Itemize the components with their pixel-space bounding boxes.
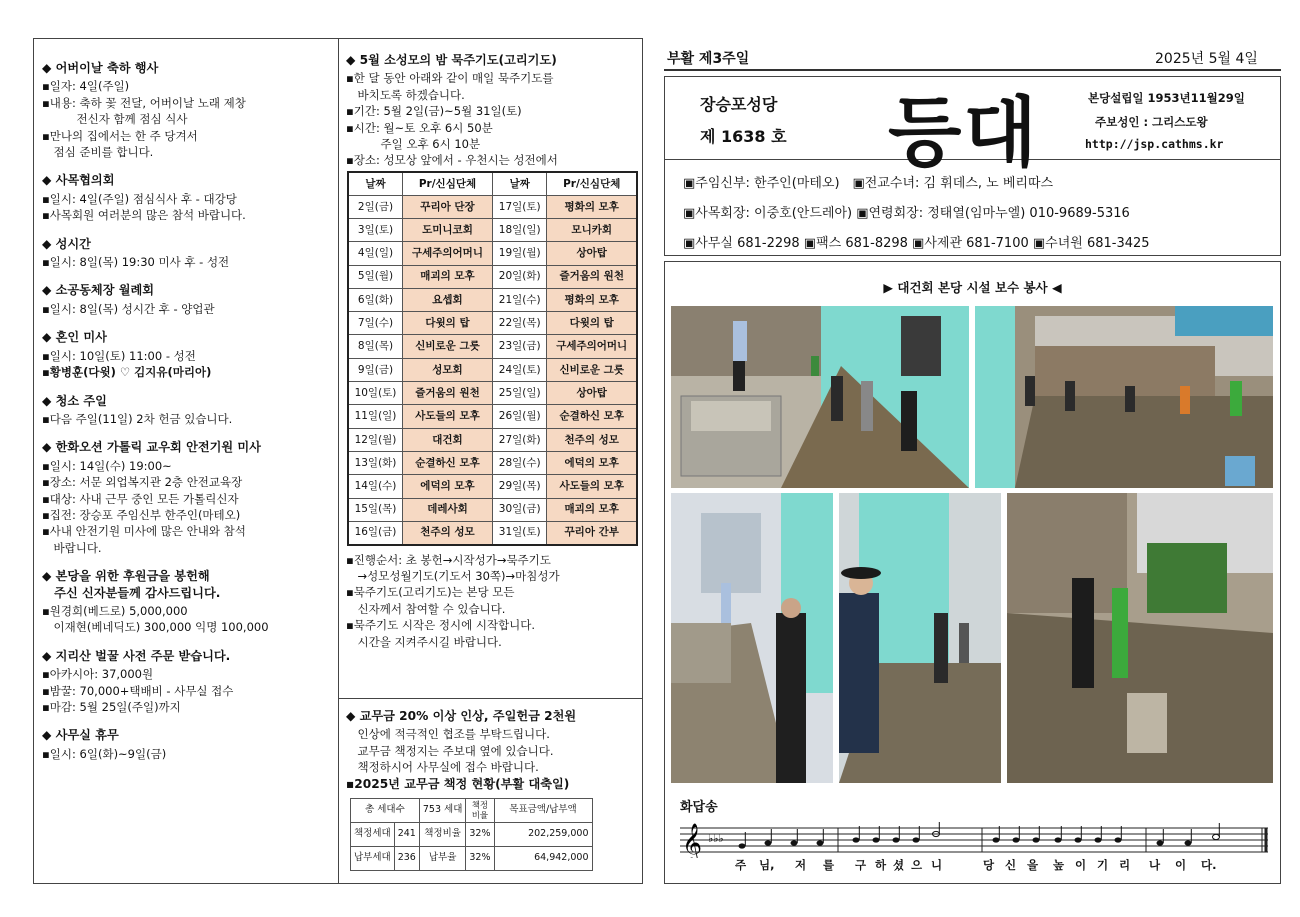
cell: 32% bbox=[466, 847, 494, 871]
tithe-subtitle: ▪2025년 교무금 책정 현황(부활 대축일) bbox=[346, 776, 570, 791]
line: 전신자 함께 점심 식사 bbox=[42, 112, 188, 127]
parish-name: 장승포성당 bbox=[700, 95, 778, 114]
schedule-date: 14일(수) bbox=[348, 475, 402, 498]
schedule-row bbox=[348, 428, 637, 451]
schedule-group: 매괴의 모후 bbox=[547, 498, 637, 521]
cell: 32% bbox=[466, 823, 494, 847]
section-wedding-mass bbox=[42, 329, 332, 380]
section-cleaning-sunday bbox=[42, 393, 332, 428]
music-note bbox=[1033, 837, 1040, 842]
schedule-date: 15일(목) bbox=[348, 498, 402, 521]
schedule-group: 즐거움의 원천 bbox=[402, 382, 492, 405]
schedule-group: 평화의 모후 bbox=[547, 288, 637, 311]
schedule-date: 9일(금) bbox=[348, 358, 402, 381]
section-honey-order bbox=[42, 648, 332, 716]
schedule-date: 18일(일) bbox=[492, 218, 546, 241]
cell: 책정세대 bbox=[351, 823, 395, 847]
line: ▪일시: 10일(토) 11:00 - 성전 bbox=[42, 348, 196, 363]
schedule-date: 20일(화) bbox=[492, 265, 546, 288]
liturgical-week: 부활 제3주일 bbox=[667, 51, 750, 67]
schedule-group: 즐거움의 원천 bbox=[547, 265, 637, 288]
schedule-date: 12일(월) bbox=[348, 428, 402, 451]
schedule-row bbox=[348, 475, 637, 498]
schedule-group: 순결하신 모후 bbox=[547, 405, 637, 428]
cell: 202,259,000 bbox=[494, 823, 592, 847]
schedule-row bbox=[348, 218, 637, 241]
schedule-date: 21일(수) bbox=[492, 288, 546, 311]
line: 점심 준비를 합니다. bbox=[42, 145, 154, 160]
header-group: Pr/신심단체 bbox=[402, 172, 492, 195]
music-note bbox=[853, 837, 860, 842]
music-note bbox=[893, 837, 900, 842]
schedule-date: 19일(월) bbox=[492, 242, 546, 265]
schedule-group: 천주의 성모 bbox=[547, 428, 637, 451]
line: ▪만나의 집에서는 한 주 당겨서 bbox=[42, 128, 198, 143]
music-note bbox=[1185, 840, 1192, 845]
music-note bbox=[1213, 834, 1220, 839]
staff-line: ▣사목회장: 이중호(안드레아) ▣연령회장: 정태열(임마누엘) 010-9689-5316 bbox=[683, 206, 1130, 221]
line: →성모성월기도(기도서 30쪽)→마침성가 bbox=[346, 569, 560, 583]
line: ▪내용: 축하 꽃 전달, 어버이날 노래 제창 bbox=[42, 95, 246, 110]
music-note bbox=[993, 837, 1000, 842]
schedule-group: 사도들의 모후 bbox=[547, 475, 637, 498]
volunteer-photo-1 bbox=[671, 306, 969, 488]
lyric-syllable: 기 bbox=[1097, 858, 1109, 872]
section-office-closed bbox=[42, 727, 332, 762]
cell: 납부율 bbox=[419, 847, 466, 871]
schedule-row bbox=[348, 382, 637, 405]
schedule-group: 데레사회 bbox=[402, 498, 492, 521]
cell: 목표금액/납부액 bbox=[494, 799, 592, 823]
line: ▪마감: 5월 25일(주일)까지 bbox=[42, 700, 181, 714]
schedule-group: 에덕의 모후 bbox=[402, 475, 492, 498]
schedule-group: 모니카회 bbox=[547, 218, 637, 241]
schedule-group: 꾸리아 단장 bbox=[402, 195, 492, 218]
lyric-syllable: 구 bbox=[855, 858, 867, 872]
lyric-syllable: 다. bbox=[1201, 858, 1217, 872]
schedule-date: 31일(토) bbox=[492, 521, 546, 544]
lyric-syllable: 높 bbox=[1053, 858, 1065, 872]
line: ▪아카시아: 37,000원 bbox=[42, 667, 154, 682]
staff-line: ▣주임신부: 한주인(마테오) ▣전교수녀: 김 휘데스, 노 베리따스 bbox=[683, 176, 1054, 191]
section-title: 주신 신자분들께 감사드립니다. bbox=[42, 585, 221, 600]
schedule-date: 24일(토) bbox=[492, 358, 546, 381]
schedule-group: 신비로운 그릇 bbox=[402, 335, 492, 358]
lyric-syllable: 으 bbox=[911, 858, 923, 872]
volunteer-photo-3 bbox=[671, 493, 833, 783]
schedule-group: 순결하신 모후 bbox=[402, 451, 492, 474]
schedule-row bbox=[348, 451, 637, 474]
schedule-date: 5일(월) bbox=[348, 265, 402, 288]
svg-text:𝄞: 𝄞 bbox=[682, 823, 703, 858]
line: ▪일시: 4일(주일) 점심식사 후 - 대강당 bbox=[42, 191, 237, 206]
schedule-group: 성모회 bbox=[402, 358, 492, 381]
schedule-date: 28일(수) bbox=[492, 451, 546, 474]
announcements-column bbox=[42, 60, 332, 774]
music-note bbox=[1075, 837, 1082, 842]
section-title: ◆ 어버이날 축하 행사 bbox=[42, 61, 159, 75]
section-title: ◆ 본당을 위한 후원금을 봉헌해 bbox=[42, 569, 210, 584]
line: ▪묵주기도 시작은 정시에 시작합니다. bbox=[346, 618, 536, 633]
schedule-row bbox=[348, 288, 637, 311]
cell: 64,942,000 bbox=[494, 847, 592, 871]
bulletin-date: 2025년 5월 4일 bbox=[1155, 51, 1258, 67]
schedule-group: 사도들의 모후 bbox=[402, 405, 492, 428]
cell: 책정 비율 bbox=[466, 799, 494, 823]
line: ▪일시: 8일(목) 성시간 후 - 양업관 bbox=[42, 301, 215, 316]
section-title: ◆ 혼인 미사 bbox=[42, 330, 107, 345]
line: ▪장소: 서문 외업복지관 2층 안전교육장 bbox=[42, 475, 243, 490]
section-divider bbox=[338, 698, 643, 699]
header-date: 날짜 bbox=[492, 172, 546, 195]
schedule-group: 구세주의어머니 bbox=[402, 242, 492, 265]
tithe-table bbox=[350, 798, 593, 871]
schedule-row bbox=[348, 405, 637, 428]
line: ▪일자: 4일(주일) bbox=[42, 79, 130, 94]
line: 바치도록 하겠습니다. bbox=[346, 87, 465, 102]
schedule-date: 4일(일) bbox=[348, 242, 402, 265]
music-note bbox=[817, 840, 824, 845]
schedule-group: 꾸리아 간부 bbox=[547, 521, 637, 544]
music-note bbox=[873, 837, 880, 842]
cell: 총 세대수 bbox=[351, 799, 420, 823]
schedule-group: 신비로운 그릇 bbox=[547, 358, 637, 381]
schedule-date: 22일(목) bbox=[492, 312, 546, 335]
rosary-title: ◆ 5월 소성모의 밤 묵주기도(고리기도) bbox=[346, 53, 557, 67]
cell: 책정비율 bbox=[419, 823, 466, 847]
music-note bbox=[1013, 837, 1020, 842]
line: ▪묵주기도(고리기도)는 본당 모든 bbox=[346, 585, 515, 600]
section-safety-mass bbox=[42, 439, 332, 556]
line: 교무금 책정지는 주보대 옆에 있습니다. bbox=[346, 743, 554, 758]
line: ▪시간: 월~토 오후 6시 50분 bbox=[346, 120, 493, 135]
lyric-syllable: 하 bbox=[875, 858, 887, 872]
line: ▪일시: 6일(화)~9일(금) bbox=[42, 746, 167, 761]
schedule-group: 다윗의 탑 bbox=[402, 312, 492, 335]
tithe-title: ◆ 교무금 20% 이상 인상, 주일헌금 2천원 bbox=[346, 709, 577, 723]
schedule-date: 27일(화) bbox=[492, 428, 546, 451]
schedule-date: 25일(일) bbox=[492, 382, 546, 405]
issue-number: 제 1638 호 bbox=[700, 127, 787, 146]
lyric-syllable: 저 bbox=[795, 858, 807, 872]
line: 이재현(베네딕도) 300,000 익명 100,000 bbox=[42, 620, 269, 635]
schedule-group: 요셉회 bbox=[402, 288, 492, 311]
section-parents-day bbox=[42, 60, 332, 160]
lyric-syllable: 리 bbox=[1119, 858, 1131, 872]
section-title: ◆ 한화오션 가톨릭 교우회 안전기원 미사 bbox=[42, 440, 261, 455]
line: ▪황병훈(다윗) ♡ 김지유(마리아) bbox=[42, 365, 212, 380]
line: ▪집전: 장승포 주임신부 한주인(마테오) bbox=[42, 507, 241, 522]
lyric-syllable: 주 bbox=[735, 858, 747, 872]
schedule-row bbox=[348, 335, 637, 358]
schedule-row bbox=[348, 242, 637, 265]
staff-info bbox=[664, 160, 1281, 256]
line: ▪기간: 5월 2일(금)~5월 31일(토) bbox=[346, 104, 522, 119]
section-community-meeting bbox=[42, 282, 332, 317]
cell: 납부세대 bbox=[351, 847, 395, 871]
staff-line: ▣사무실 681-2298 ▣팩스 681-8298 ▣사제관 681-7100 ▣수녀원 681-3425 bbox=[683, 236, 1150, 251]
line: ▪대상: 사내 근무 중인 모든 가톨릭신자 bbox=[42, 491, 239, 506]
music-note bbox=[913, 837, 920, 842]
schedule-date: 29일(목) bbox=[492, 475, 546, 498]
lyric-syllable: 이 bbox=[1075, 858, 1087, 872]
schedule-group: 구세주의어머니 bbox=[547, 335, 637, 358]
schedule-group: 상아탑 bbox=[547, 242, 637, 265]
header-rule bbox=[664, 69, 1281, 71]
cell: 236 bbox=[394, 847, 419, 871]
lyric-syllable: 이 bbox=[1175, 858, 1187, 872]
section-title: ◆ 성시간 bbox=[42, 236, 91, 251]
schedule-date: 16일(금) bbox=[348, 521, 402, 544]
section-title: ◆ 사무실 휴무 bbox=[42, 728, 119, 743]
line: ▪원경희(베드로) 5,000,000 bbox=[42, 603, 188, 618]
line: ▪다음 주일(11일) 2차 헌금 있습니다. bbox=[42, 411, 233, 426]
header-date: 날짜 bbox=[348, 172, 402, 195]
schedule-row bbox=[348, 312, 637, 335]
line: 바랍니다. bbox=[42, 540, 102, 555]
schedule-date: 8일(목) bbox=[348, 335, 402, 358]
schedule-date: 10일(토) bbox=[348, 382, 402, 405]
schedule-group: 도미니코회 bbox=[402, 218, 492, 241]
schedule-date: 30일(금) bbox=[492, 498, 546, 521]
rosary-schedule-table bbox=[347, 171, 638, 546]
lyric-syllable: 를 bbox=[823, 858, 835, 872]
line: 인상에 적극적인 협조를 부탁드립니다. bbox=[346, 727, 550, 742]
schedule-date: 6일(화) bbox=[348, 288, 402, 311]
schedule-date: 26일(월) bbox=[492, 405, 546, 428]
schedule-group: 다윗의 탑 bbox=[547, 312, 637, 335]
lyric-syllable: 니 bbox=[931, 858, 943, 872]
line: 신자께서 참여할 수 있습니다. bbox=[346, 601, 506, 616]
line: ▪일시: 8일(목) 19:30 미사 후 - 성전 bbox=[42, 255, 230, 270]
music-note bbox=[1055, 837, 1062, 842]
tithe-section bbox=[346, 708, 638, 871]
schedule-date: 2일(금) bbox=[348, 195, 402, 218]
line: ▪사내 안전기원 미사에 많은 안내와 참석 bbox=[42, 524, 246, 539]
schedule-group: 매괴의 모후 bbox=[402, 265, 492, 288]
schedule-row bbox=[348, 358, 637, 381]
lyric-syllable: 님, bbox=[759, 858, 775, 872]
line: ▪일시: 14일(수) 19:00~ bbox=[42, 458, 172, 473]
svg-text:♭♭♭: ♭♭♭ bbox=[708, 832, 724, 845]
volunteer-photo-2 bbox=[975, 306, 1273, 488]
responsorial-psalm-label: 화답송 bbox=[680, 800, 718, 815]
lyric-syllable: 나 bbox=[1149, 858, 1161, 872]
section-pastoral-council bbox=[42, 172, 332, 223]
line: 주일 오후 6시 10분 bbox=[346, 137, 481, 152]
music-note bbox=[739, 843, 746, 848]
music-note bbox=[1115, 837, 1122, 842]
music-score bbox=[680, 822, 1270, 862]
bulletin-title: 등대 bbox=[888, 88, 1039, 177]
patron-saint: 주보성인 : 그리스도왕 bbox=[1095, 115, 1208, 129]
music-note bbox=[791, 840, 798, 845]
schedule-date: 17일(토) bbox=[492, 195, 546, 218]
rosary-column bbox=[346, 52, 638, 650]
lyric-syllable: 셨 bbox=[893, 858, 905, 872]
music-note bbox=[1157, 840, 1164, 845]
schedule-row bbox=[348, 521, 637, 544]
volunteer-photo-4 bbox=[839, 493, 1001, 783]
section-donations bbox=[42, 568, 332, 636]
section-holy-hour bbox=[42, 236, 332, 271]
photo-caption: ▶ 대건회 본당 시설 보수 봉사 ◀ bbox=[883, 280, 1062, 295]
line: ▪장소: 성모상 앞에서 - 우천시는 성전에서 bbox=[346, 153, 558, 168]
section-title: ◆ 소공동체장 월례회 bbox=[42, 283, 155, 298]
cell: 753 세대 bbox=[419, 799, 466, 823]
lyric-syllable: 신 bbox=[1005, 858, 1017, 872]
lyric-syllable: 당 bbox=[983, 858, 995, 872]
schedule-group: 평화의 모후 bbox=[547, 195, 637, 218]
line: ▪한 달 동안 아래와 같이 매일 묵주기도를 bbox=[346, 71, 554, 86]
line: 책정하시어 사무실에 접수 바랍니다. bbox=[346, 760, 539, 775]
column-divider bbox=[338, 38, 339, 884]
schedule-row bbox=[348, 498, 637, 521]
schedule-row bbox=[348, 265, 637, 288]
line: ▪진행순서: 초 봉헌→시작성가→묵주기도 bbox=[346, 552, 551, 567]
cell: 241 bbox=[394, 823, 419, 847]
section-title: ◆ 청소 주일 bbox=[42, 393, 107, 408]
schedule-date: 3일(토) bbox=[348, 218, 402, 241]
schedule-date: 23일(금) bbox=[492, 335, 546, 358]
line: 시간을 지켜주시길 바랍니다. bbox=[346, 634, 502, 649]
section-title: ◆ 사목협의회 bbox=[42, 173, 115, 188]
schedule-group: 대건회 bbox=[402, 428, 492, 451]
schedule-date: 7일(수) bbox=[348, 312, 402, 335]
line: ▪사목회원 여러분의 많은 참석 바랍니다. bbox=[42, 208, 246, 223]
volunteer-photo-5 bbox=[1007, 493, 1273, 783]
header-group: Pr/신심단체 bbox=[547, 172, 637, 195]
section-title: ◆ 지리산 벌꿀 사전 주문 받습니다. bbox=[42, 648, 231, 663]
established-date: 본당설립일 1953년11월29일 bbox=[1088, 91, 1245, 105]
website-link[interactable]: http://jsp.cathms.kr bbox=[1085, 137, 1224, 151]
music-note bbox=[1095, 837, 1102, 842]
music-note bbox=[765, 840, 772, 845]
schedule-group: 상아탑 bbox=[547, 382, 637, 405]
schedule-date: 13일(화) bbox=[348, 451, 402, 474]
schedule-date: 11일(일) bbox=[348, 405, 402, 428]
schedule-group: 에덕의 모후 bbox=[547, 451, 637, 474]
lyric-syllable: 을 bbox=[1027, 858, 1039, 872]
schedule-row bbox=[348, 195, 637, 218]
schedule-group: 천주의 성모 bbox=[402, 521, 492, 544]
line: ▪밤꿀: 70,000+택배비 - 사무실 접수 bbox=[42, 683, 234, 698]
